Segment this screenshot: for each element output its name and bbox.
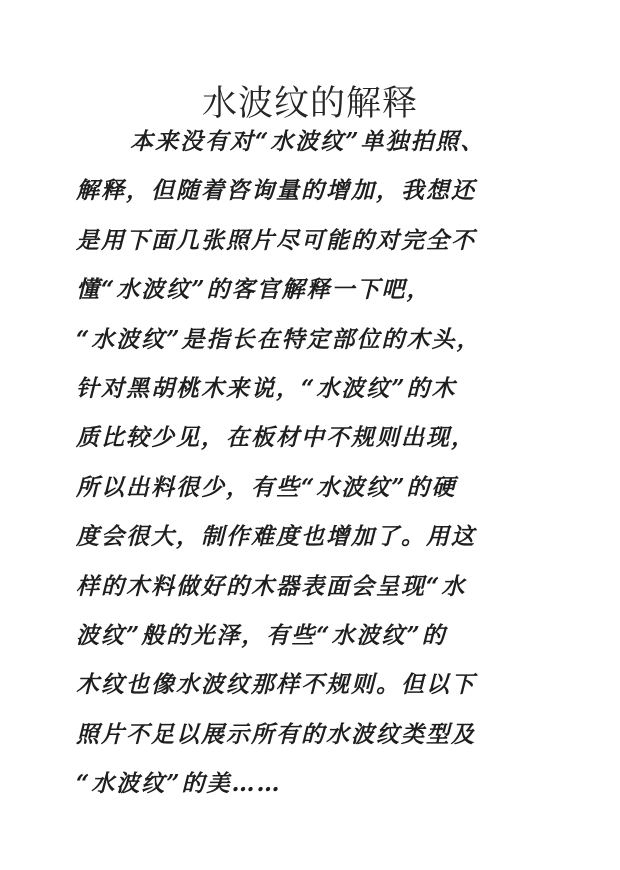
text-line: 懂“水波纹”的客官解释一下吧， bbox=[76, 276, 432, 304]
document-body bbox=[76, 117, 546, 808]
text-line: 照片不足以展示所有的水波纹类型及 bbox=[76, 720, 476, 748]
text-line: 针对黑胡桃木来说，“水波纹”的木 bbox=[76, 374, 457, 402]
text-line: 是用下面几张照片尽可能的对完全不 bbox=[76, 226, 476, 254]
text-line: 波纹”般的光泽，有些“水波纹”的 bbox=[76, 621, 447, 649]
document-title: 水波纹的解释 bbox=[201, 84, 418, 125]
text-line: 所以出料很少，有些“水波纹”的硬 bbox=[76, 473, 457, 501]
text-line: 质比较少见，在板材中不规则出现， bbox=[76, 424, 476, 452]
text-line: 度会很大，制作难度也增加了。用这 bbox=[76, 523, 476, 551]
text-line: “水波纹”的美…… bbox=[76, 770, 282, 798]
text-line: 木纹也像水波纹那样不规则。但以下 bbox=[76, 671, 476, 699]
text-line: 本来没有对“水波纹”单独拍照、 bbox=[130, 128, 486, 155]
text-line: 解释，但随着咨询量的增加，我想还 bbox=[76, 177, 476, 205]
text-line: 样的木料做好的木器表面会呈现“水 bbox=[76, 572, 467, 600]
text-line: “水波纹”是指长在特定部位的木头， bbox=[76, 325, 482, 353]
